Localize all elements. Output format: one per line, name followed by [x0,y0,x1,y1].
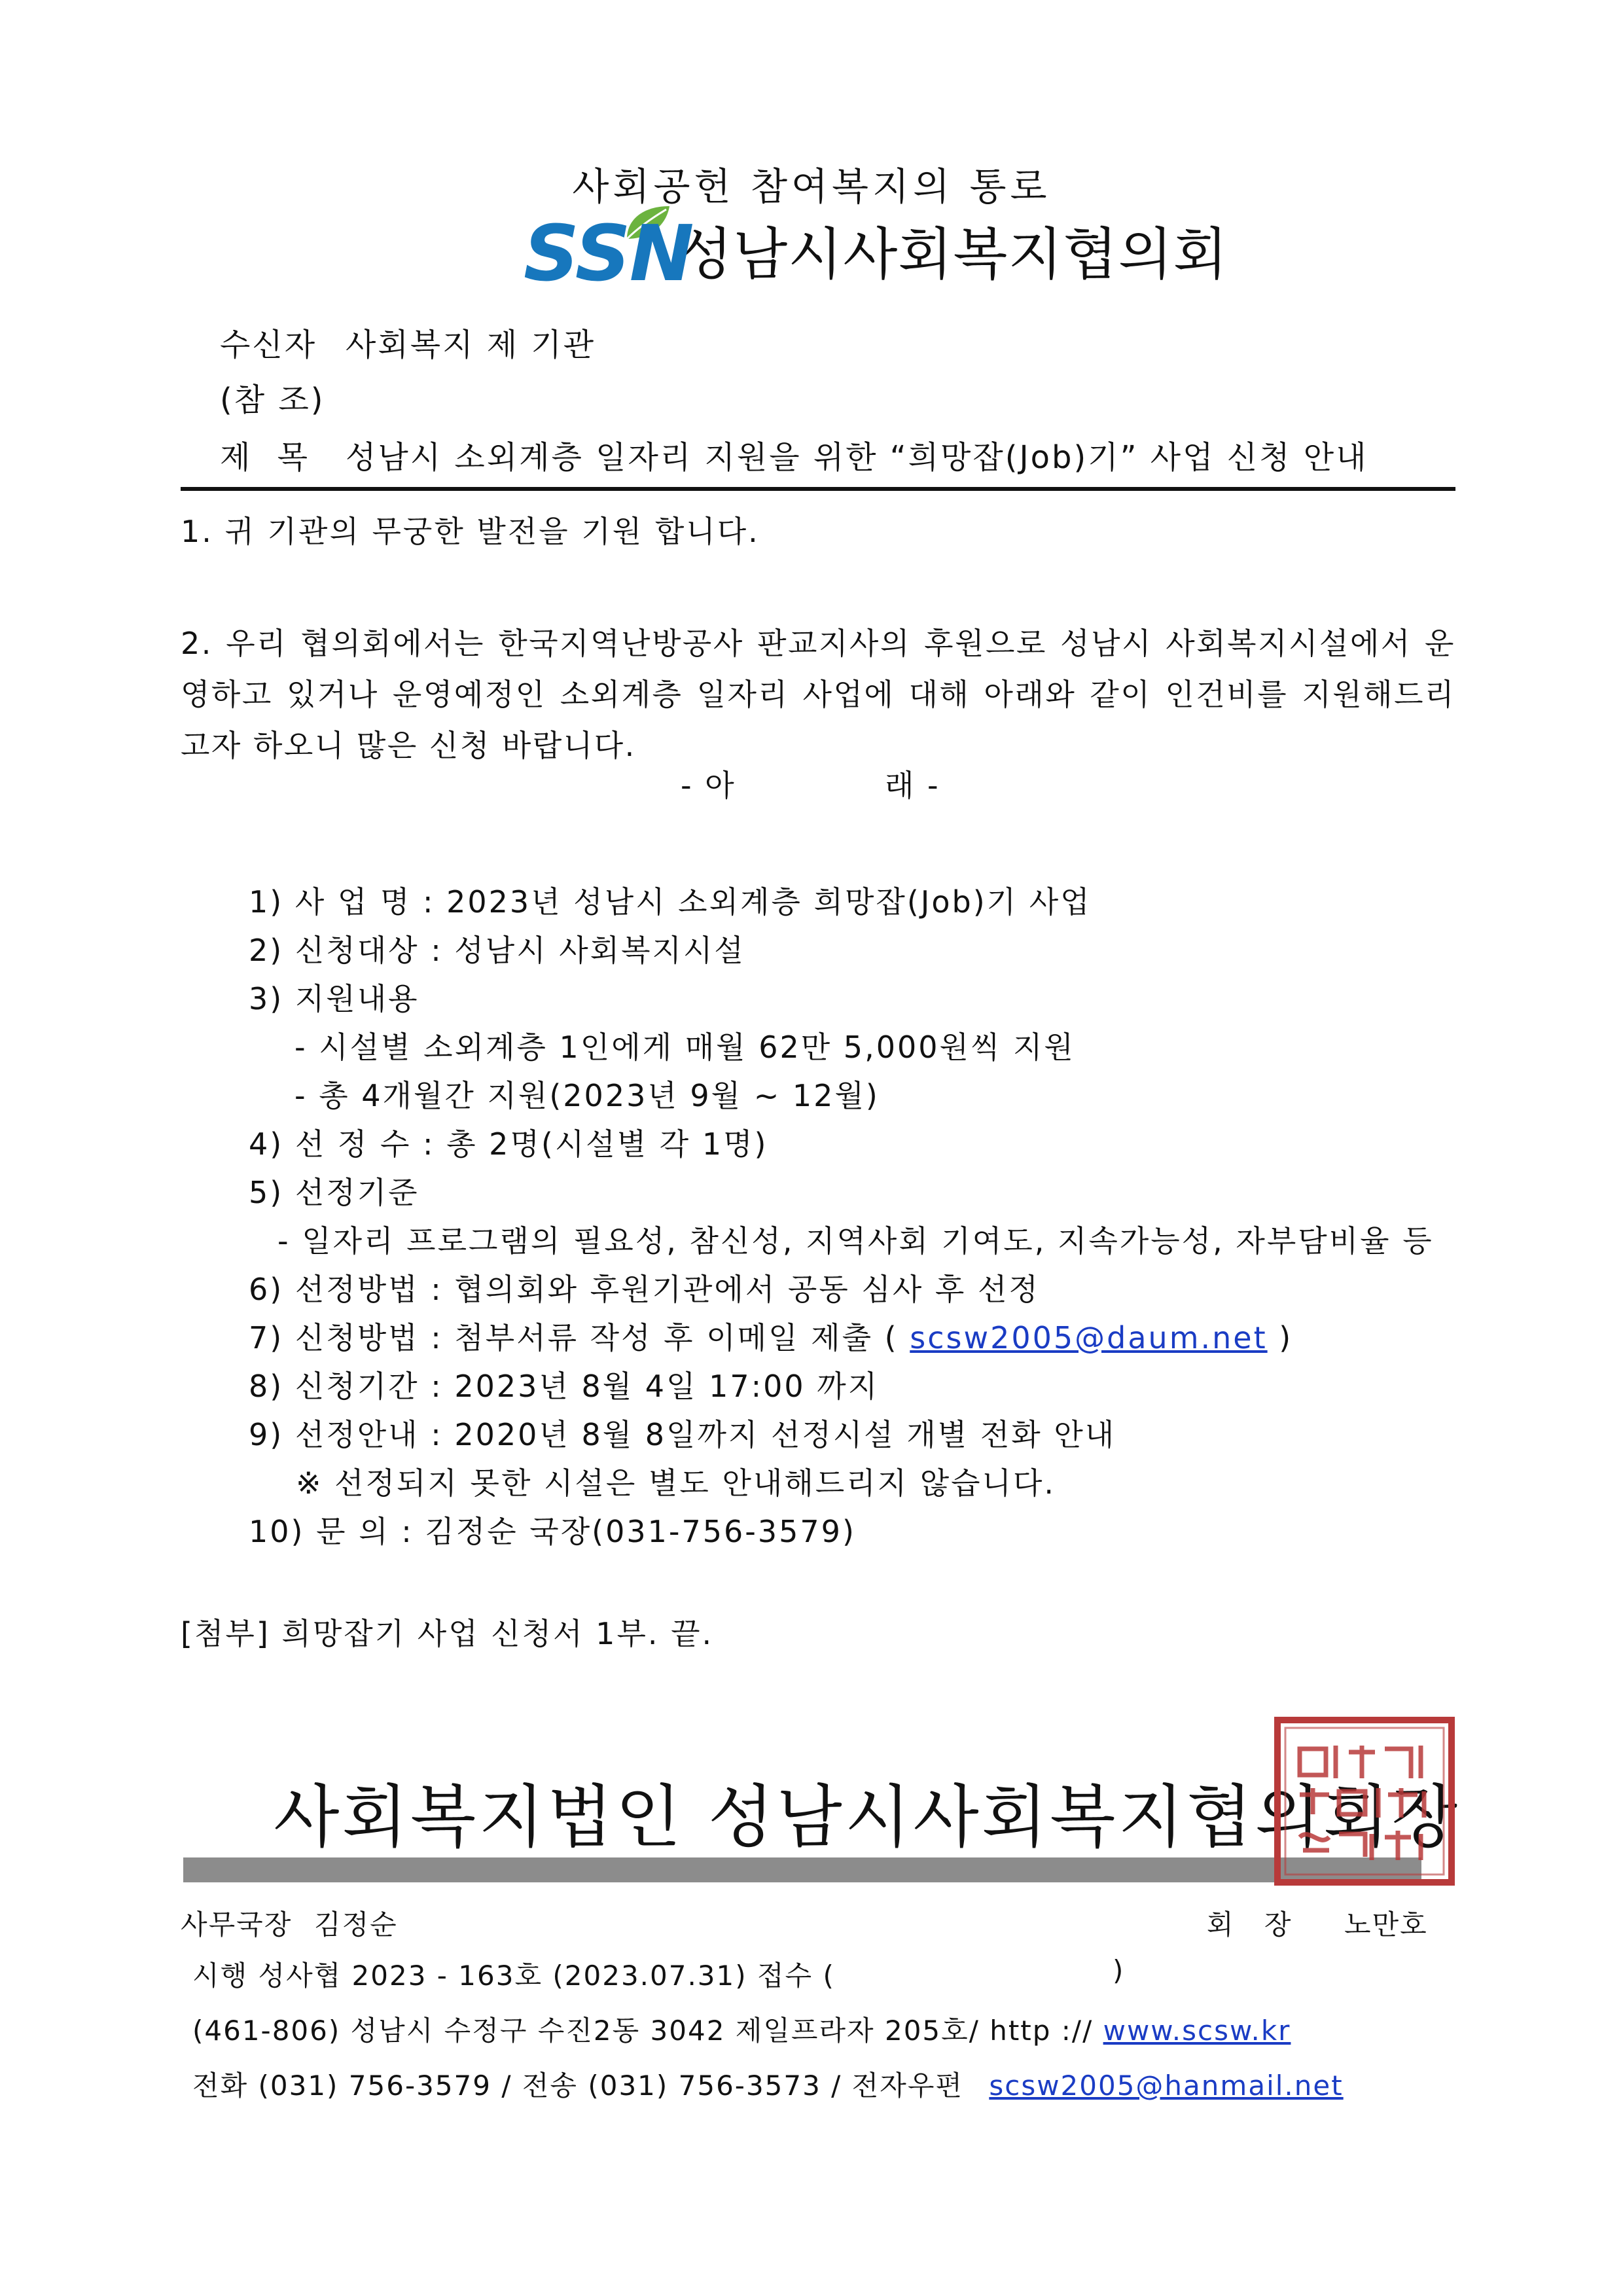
list-item-2: 2) 신청대상 : 성남시 사회복지시설 [249,933,745,968]
header-divider [181,487,1455,491]
signature-title: 사회복지법인 성남시사회복지협의회장 [274,1777,1460,1857]
list-item-6: 6) 선정방법 : 협의회와 후원기관에서 공동 심사 후 선정 [249,1272,1040,1307]
notice-heading-right: 래 - [885,768,940,803]
org-name: 성남시사회복지협의회 [678,222,1228,287]
contact-email-link[interactable]: scsw2005@hanmail.net [989,2070,1344,2102]
document-number: 시행 성사협 2023 - 163호 (2023.07.31) 접수 ( [192,1960,835,1992]
list-item-3b: - 총 4개월간 지원(2023년 9월 ~ 12월) [294,1078,880,1113]
subject-value: 성남시 소외계층 일자리 지원을 위한 “희망잡(Job)기” 사업 신청 안내 [346,439,1368,476]
logo-text: SSN [524,208,693,298]
contact-text: 전화 (031) 756-3579 / 전송 (031) 756-3573 / 전자우편 [192,2070,963,2102]
subject-label: 제 목 [220,439,310,476]
recipient-value: 사회복지 제 기관 [346,327,596,363]
contact-line [192,2064,1344,2104]
website-link[interactable]: www.scsw.kr [1103,2015,1291,2047]
secretary-name: 김정순 [314,1909,398,1941]
list-item-7-close: ) [1279,1320,1293,1355]
paragraph-1: 1. 귀 기관의 무궁한 발전을 기원 합니다. [181,514,760,549]
recipient-label: 수신자 [220,327,317,363]
list-item-3: 3) 지원내용 [249,981,419,1016]
ssn-logo-mark [524,207,693,298]
list-item-7 [249,1314,1293,1357]
notice-heading-left: - 아 [681,768,736,803]
list-item-9-note: ※ 선정되지 못한 시설은 별도 안내해드리지 않습니다. [296,1465,1056,1501]
org-logo [524,207,1228,298]
chair-label: 회 장 [1207,1909,1293,1941]
apply-email-link[interactable]: scsw2005@daum.net [910,1320,1268,1355]
list-item-3a: - 시설별 소외계층 1인에게 매월 62만 5,000원씩 지원 [294,1030,1075,1065]
document-number-close: ) [1113,1954,1125,1986]
address-text: (461-806) 성남시 수정구 수진2동 3042 제일프라자 205호/ http :// [192,2015,1094,2047]
list-item-10: 10) 문 의 : 김정순 국장(031-756-3579) [249,1514,856,1549]
address-line [192,2009,1291,2049]
reference-label: (참 조) [220,382,325,418]
slogan: 사회공헌 참여복지의 통로 [572,164,1051,209]
list-item-7-text: 7) 신청방법 : 첨부서류 작성 후 이메일 제출 ( [249,1320,899,1355]
signature-bar [183,1857,1421,1882]
secretary-label: 사무국장 [181,1909,293,1941]
chair-name: 노만호 [1344,1909,1428,1941]
attachment-line: [첨부] 희망잡기 사업 신청서 1부. 끝. [181,1616,714,1651]
list-item-5: 5) 선정기준 [249,1175,419,1210]
list-item-4: 4) 선 정 수 : 총 2명(시설별 각 1명) [249,1126,768,1162]
list-item-1: 1) 사 업 명 : 2023년 성남시 소외계층 희망잡(Job)기 사업 [249,884,1092,920]
official-seal-icon [1274,1716,1455,1886]
paragraph-2: 2. 우리 협의회에서는 한국지역난방공사 판교지사의 후원으로 성남시 사회복지시설에서 운영하고 있거나 운영예정인 소외계층 일자리 사업에 대해 아래와 같이 인건비를 지원해드리고자 하오니 많은 신청 바랍니다. [181,626,1455,763]
list-item-5a: - 일자리 프로그램의 필요성, 참신성, 지역사회 기여도, 지속가능성, 자부담비율 등 [277,1223,1434,1259]
list-item-8: 8) 신청기간 : 2023년 8월 4일 17:00 까지 [249,1369,880,1404]
list-item-9: 9) 선정안내 : 2020년 8월 8일까지 선정시설 개별 전화 안내 [249,1417,1116,1452]
